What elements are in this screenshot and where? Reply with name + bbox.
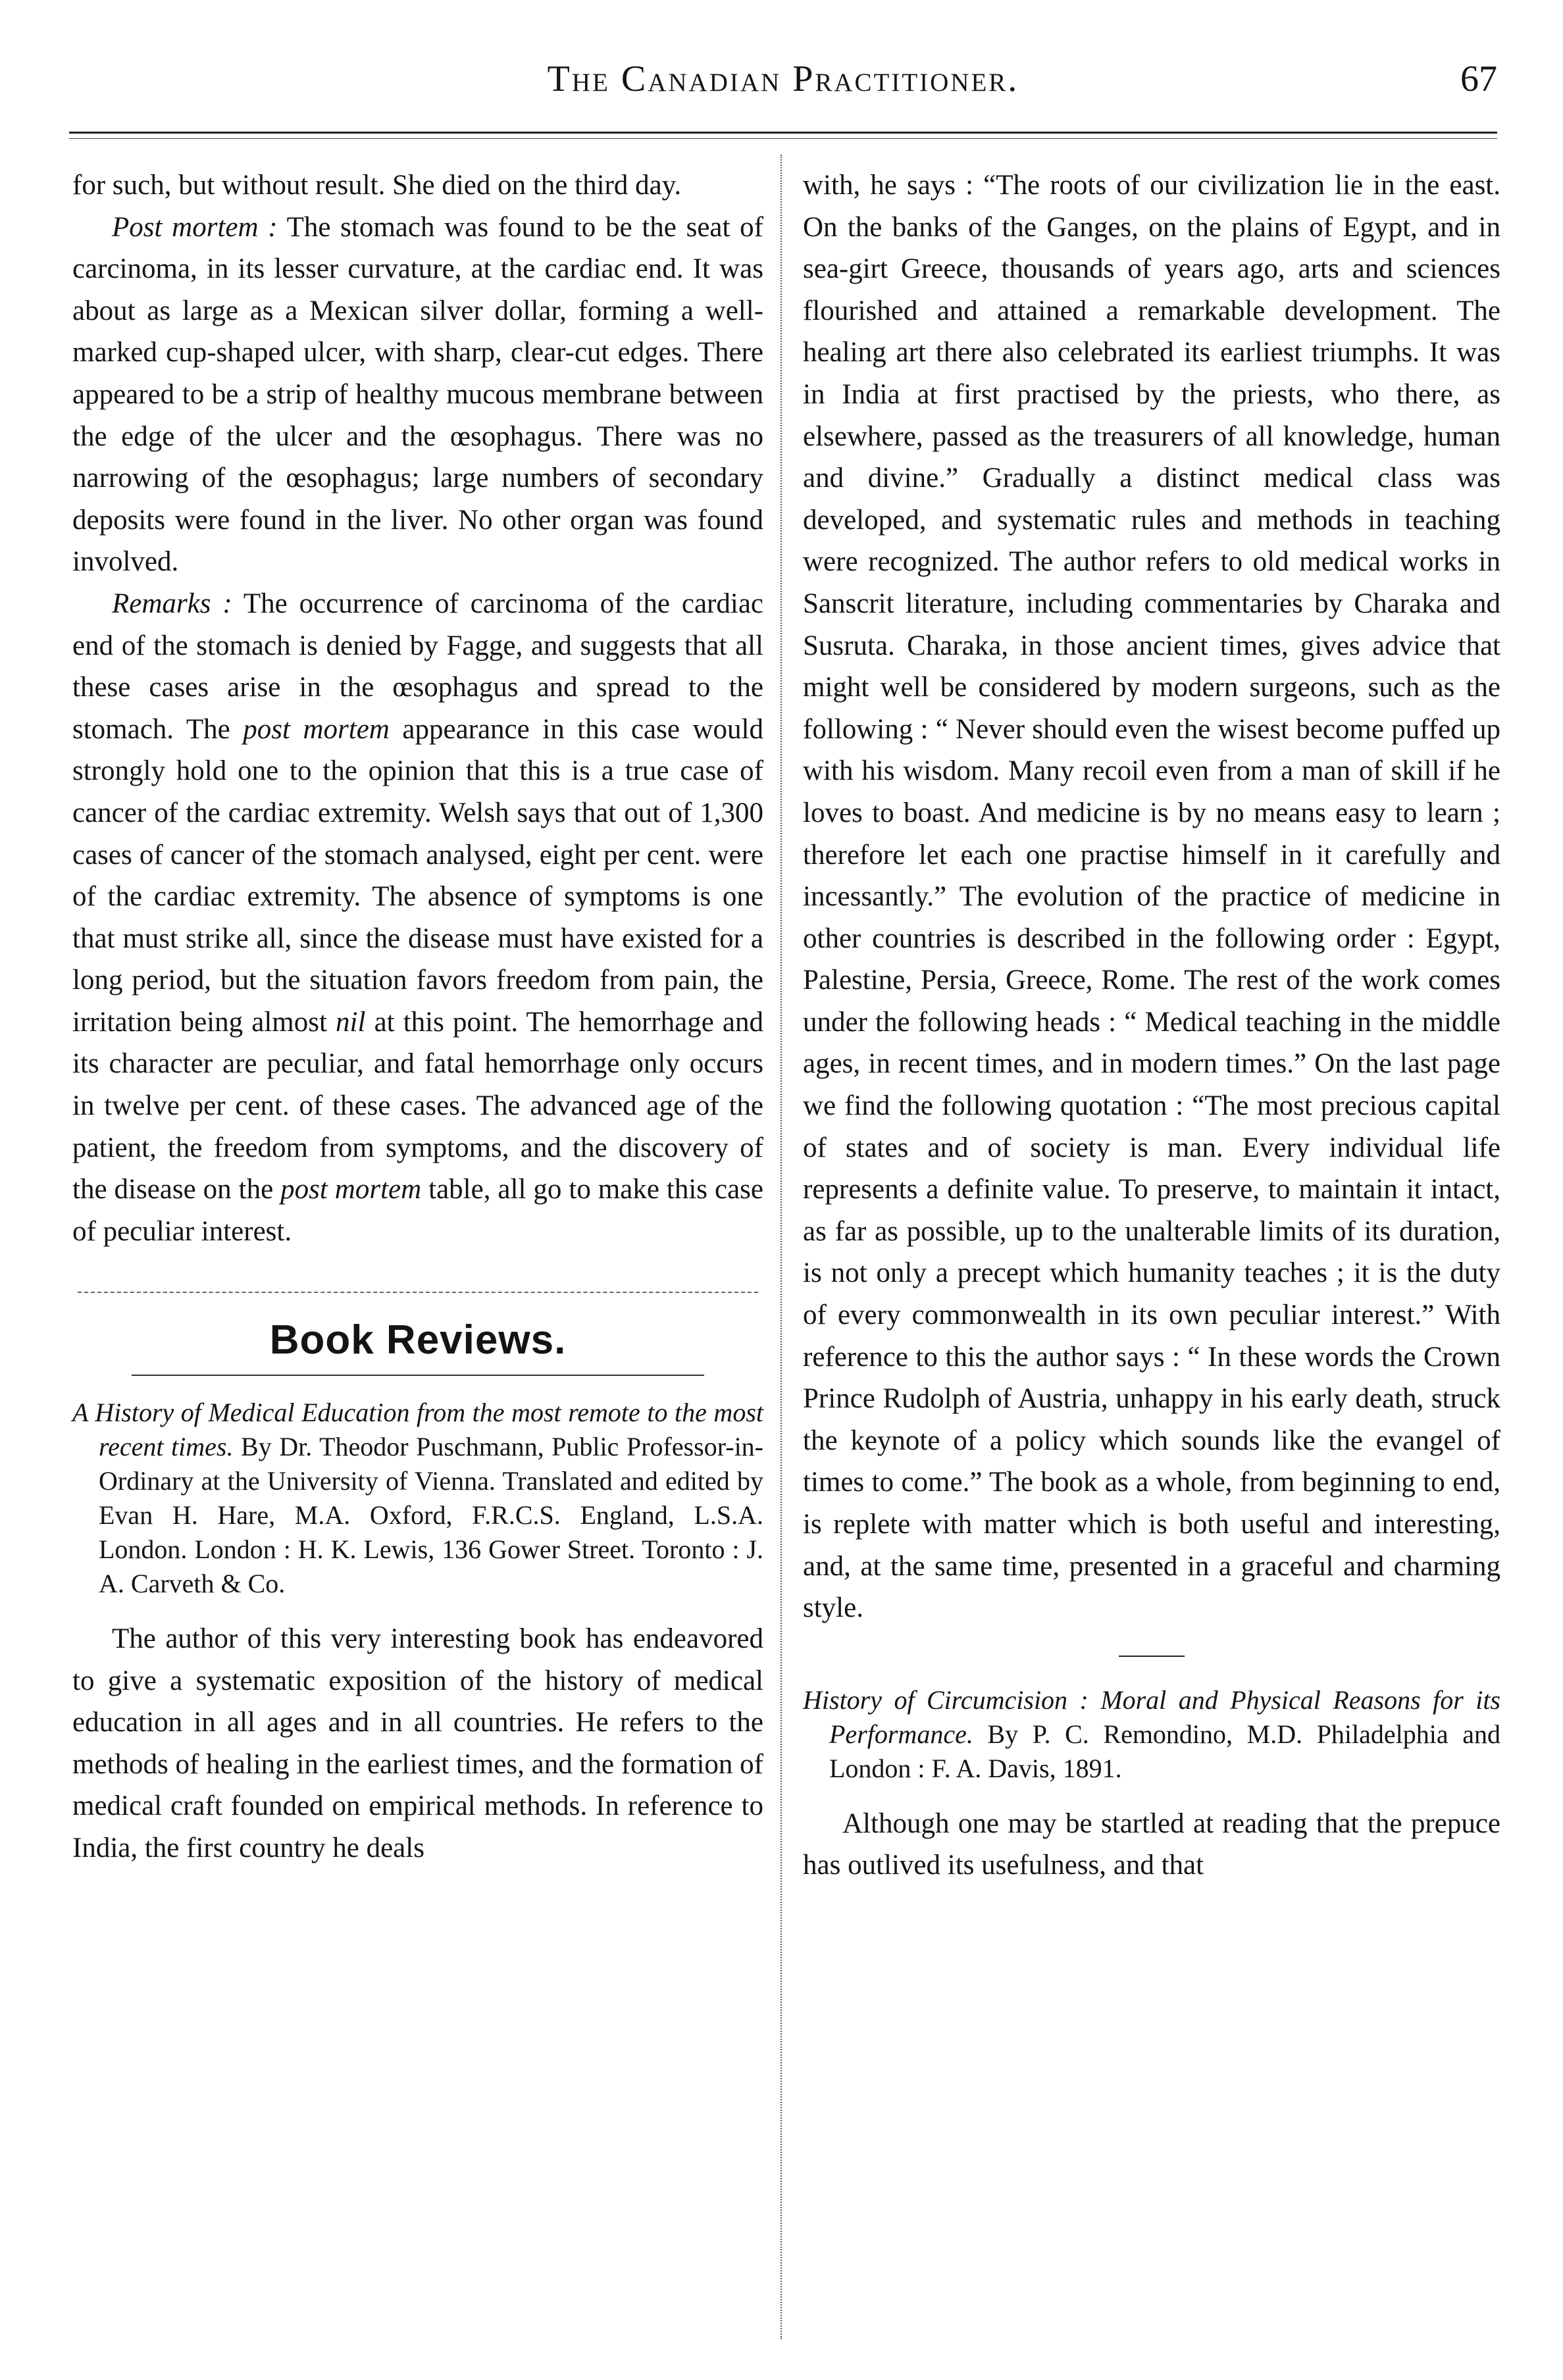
remarks-paragraph <box>72 583 763 1253</box>
review-separator-rule <box>1119 1656 1185 1657</box>
header-rule-thin <box>69 138 1497 139</box>
remarks-text-b: appearance in this case would strongly hold one to the opinion that this is a true case of cancer of the cardiac extremity. Welsh says that out of 1,300 cases of cancer of the stomach analysed, eight per cent. were of the cardiac extremity. The absence of symptoms is one that must strike all, since the disease must have existed for a long period, but the situation favors freedom from pain, the irritation being almost <box>72 713 763 1038</box>
remarks-text-c: at this point. The hemorrhage and its character are peculiar, and fatal hemorrhage only occurs in twelve per cent. of these cases. The advanced age of the patient, the freedom from symptoms, and the discovery of the disease on the <box>72 1006 763 1205</box>
right-column <box>803 165 1500 1886</box>
section-heading: Book Reviews. <box>269 1317 567 1363</box>
remarks-text-a: The occurrence of carcinoma of the cardiac end of the stomach is denied by Fagge, and suggests that all these cases arise in the œsophagus and spread to the stomach. The <box>72 588 763 745</box>
remarks-post-mortem-1: post mortem <box>243 713 390 745</box>
remarks-label: Remarks : <box>112 588 232 619</box>
page-number: 67 <box>1460 59 1497 99</box>
review-book-details: By Dr. Theodor Puschmann, Public Professor-in-Ordinary at the University of Vienna. Translated and edited by Evan H. Hare, M.A. Oxford, F.R.C.S. England, L.S.A. London. London : H. K. Lewis, 136 Gower Street. Toronto : J. A. Carveth & Co. <box>99 1432 763 1599</box>
remarks-post-mortem-2: post mortem <box>280 1174 422 1205</box>
column-divider <box>781 155 782 2339</box>
review-paragraph-2: Although one may be startled at reading that the prepuce has outlived its usefulness, and that <box>803 1808 1500 1881</box>
review-paragraph: The author of this very interesting book has endeavored to give a systematic exposition of the history of medical education in all ages and in all countries. He refers to the methods of healing in the earliest times, and the formation of medical craft founded on empirical methods. In reference to India, the first country he deals <box>72 1623 763 1863</box>
remarks-text-d: table, all go to make this case of peculiar interest. <box>72 1174 763 1247</box>
review-citation-2 <box>803 1683 1500 1786</box>
post-mortem-paragraph <box>72 207 763 583</box>
review-book-title: A History of Medical Education from the most remote to the most recent times. <box>72 1398 763 1462</box>
review-book-title-2: History of Circumcision : Moral and Physical Reasons for its Performance. <box>803 1684 1500 1749</box>
review-citation <box>72 1396 763 1601</box>
running-head <box>69 58 1497 111</box>
review-book-details-2: By P. C. Remondino, M.D. Philadelphia and London : F. A. Davis, 1891. <box>829 1719 1500 1783</box>
review-continuation: with, he says : “The roots of our civilization lie in the east. On the banks of the Ganges, on the plains of Egypt, and in sea-girt Greece, thousands of years ago, arts and sciences flourished and attained a remarkable development. The healing art there also celebrated its earliest triumphs. It was in India at first practised by the priests, who there, as elsewhere, passed as the treasurers of all knowledge, human and divine.” Gradually a distinct medical class was developed, and systematic rules and methods in teaching were recognized. The author refers to old medical works in Sanscrit literature, including commentaries by Charaka and Susruta. Charaka, in those ancient times, gives advice that might well be considered by modern surgeons, such as the following : “ Never should even the wisest become puffed up with his wisdom. Many recoil even from a man of skill if he loves to boast. And medicine is by no means easy to learn ; therefore let each one practise himself in it carefully and incessantly.” The evolution of the practice of medicine in other countries is described in the following order : Egypt, Palestine, Persia, Greece, Rome. The rest of the work comes under the following heads : “ Medical teaching in the middle ages, in recent times, and in modern times.” On the last page we find the following quotation : “The most precious capital of states and of society is man. Every individual life represents a definite value. To preserve, to maintain it intact, as far as possible, up to the unalterable limits of its duration, is not only a precept which humanity teaches ; it is the duty of every commonwealth in its own peculiar interest.” With reference to this the author says : “ In these words the Crown Prince Rudolph of Austria, unhappy in his early death, struck the keynote of a policy which sounds like the evangel of times to come.” The book as a whole, from beginning to end, is replete with matter which is both useful and interesting, and, at the same time, presented in a graceful and charming style. <box>803 170 1500 1624</box>
section-separator <box>78 1292 758 1293</box>
header-rule <box>69 132 1497 134</box>
case-paragraph-end: for such, but without result. She died on the third day. <box>72 170 682 201</box>
post-mortem-label: Post mortem : <box>112 211 278 243</box>
heading-rule <box>132 1375 704 1376</box>
remarks-nil: nil <box>336 1006 366 1038</box>
post-mortem-text: The stomach was found to be the seat of carcinoma, in its lesser curvature, at the cardiac end. It was about as large as a Mexican silver dollar, forming a well-marked cup-shaped ulcer, with sharp, clear-cut edges. There appeared to be a strip of healthy mucous membrane between the edge of the ulcer and the œsophagus. There was no narrowing of the œsophagus; large numbers of secondary deposits were found in the liver. No other organ was found involved. <box>72 211 763 578</box>
left-column <box>72 165 763 1869</box>
running-title: The Canadian Practitioner. <box>547 59 1019 99</box>
